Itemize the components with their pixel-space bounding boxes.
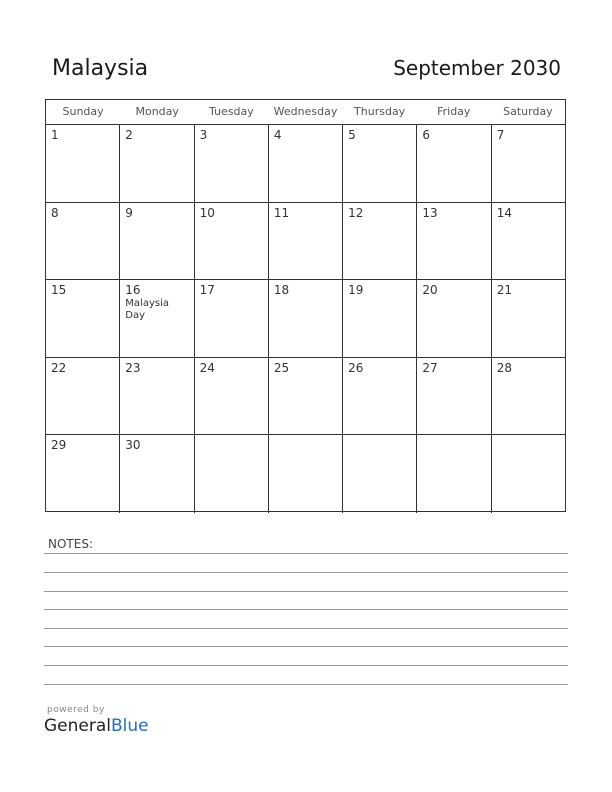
day-cell: [492, 435, 565, 513]
month-title: September 2030: [393, 56, 561, 80]
day-number: 11: [273, 205, 290, 220]
weekday-label: Monday: [135, 105, 179, 118]
day-number: 10: [199, 205, 215, 220]
day-number: 17: [199, 283, 215, 298]
day-cell: [195, 280, 269, 357]
day-number: 26: [348, 360, 364, 375]
brand-name-part1: General: [44, 716, 111, 736]
country-title: Malaysia: [52, 56, 149, 81]
day-cell: [417, 280, 491, 357]
day-number: 13: [422, 205, 438, 220]
day-number: 1: [51, 128, 59, 142]
day-cell: [195, 435, 269, 513]
day-cell: [492, 358, 565, 435]
weeks-container: [46, 125, 565, 513]
day-number: 14: [496, 205, 512, 220]
weekday-label: Tuesday: [208, 105, 254, 118]
day-number: 7: [496, 128, 505, 142]
day-number: 27: [422, 360, 438, 375]
day-cell: [46, 280, 120, 357]
day-cell: [492, 280, 565, 357]
day-cell: [46, 203, 120, 280]
day-cell: [343, 358, 417, 435]
day-cell: [417, 358, 491, 435]
weekday-label: Friday: [437, 105, 471, 118]
day-cell: [343, 125, 417, 202]
day-number: 30: [125, 438, 141, 453]
week-row: [46, 125, 565, 203]
week-row: [46, 203, 565, 281]
day-cell: [120, 280, 194, 357]
day-number: 20: [422, 283, 438, 298]
day-number: 22: [51, 360, 67, 375]
day-cell: [492, 203, 565, 280]
day-number: 6: [422, 128, 431, 142]
day-cell: [269, 203, 343, 280]
weekday-label: Saturday: [503, 105, 553, 118]
notes-label: NOTES:: [48, 537, 93, 551]
week-row: [46, 435, 565, 513]
notes-line: [44, 553, 568, 554]
day-cell: [269, 435, 343, 513]
day-number: 9: [125, 205, 133, 220]
day-cell: [269, 125, 343, 202]
day-cell: [195, 203, 269, 280]
day-cell: [120, 358, 194, 435]
day-cell: [120, 125, 194, 202]
notes-line: [44, 572, 568, 573]
day-number: 24: [199, 360, 215, 375]
weekday-header-row: [46, 100, 565, 125]
day-number: 4: [273, 128, 282, 142]
day-cell: [46, 435, 120, 513]
day-cell: [343, 280, 417, 357]
notes-line: [44, 684, 568, 685]
calendar-grid: [45, 99, 566, 512]
day-cell: [269, 280, 343, 357]
day-number: 18: [273, 283, 290, 298]
day-cell: [343, 203, 417, 280]
day-cell: [195, 125, 269, 202]
day-cell: [417, 125, 491, 202]
notes-line: [44, 628, 568, 629]
day-number: 25: [273, 360, 290, 375]
day-number: 8: [51, 205, 59, 220]
day-cell: [195, 358, 269, 435]
notes-line: [44, 665, 568, 666]
day-number: 21: [496, 283, 512, 298]
notes-line: [44, 591, 568, 592]
holiday-label: Malaysia Day: [125, 298, 169, 322]
brand-name-part2: Blue: [111, 716, 149, 736]
week-row: [46, 358, 565, 436]
weekday-label: Thursday: [354, 105, 406, 118]
notes-line: [44, 646, 568, 647]
day-number: 2: [125, 128, 133, 142]
day-cell: [120, 435, 194, 513]
day-cell: [343, 435, 417, 513]
week-row: [46, 280, 565, 358]
weekday-label: Sunday: [62, 105, 104, 118]
day-number: 28: [496, 360, 512, 375]
day-number: 5: [348, 128, 356, 142]
weekday-label: Wednesday: [273, 105, 338, 118]
day-number: 23: [125, 360, 141, 375]
day-number: 12: [348, 205, 364, 220]
day-cell: [120, 203, 194, 280]
day-cell: [269, 358, 343, 435]
powered-by-text: powered by: [47, 705, 105, 715]
day-cell: [417, 203, 491, 280]
day-cell: [46, 125, 120, 202]
day-cell: [417, 435, 491, 513]
day-number: 16: [125, 283, 141, 298]
day-number: 29: [51, 438, 67, 453]
notes-line: [44, 609, 568, 610]
day-cell: [46, 358, 120, 435]
day-cell: [492, 125, 565, 202]
day-number: 15: [51, 283, 67, 298]
footer-branding: [44, 705, 149, 736]
brand-logo: [44, 716, 149, 736]
day-number: 3: [199, 128, 208, 142]
day-number: 19: [348, 283, 364, 298]
